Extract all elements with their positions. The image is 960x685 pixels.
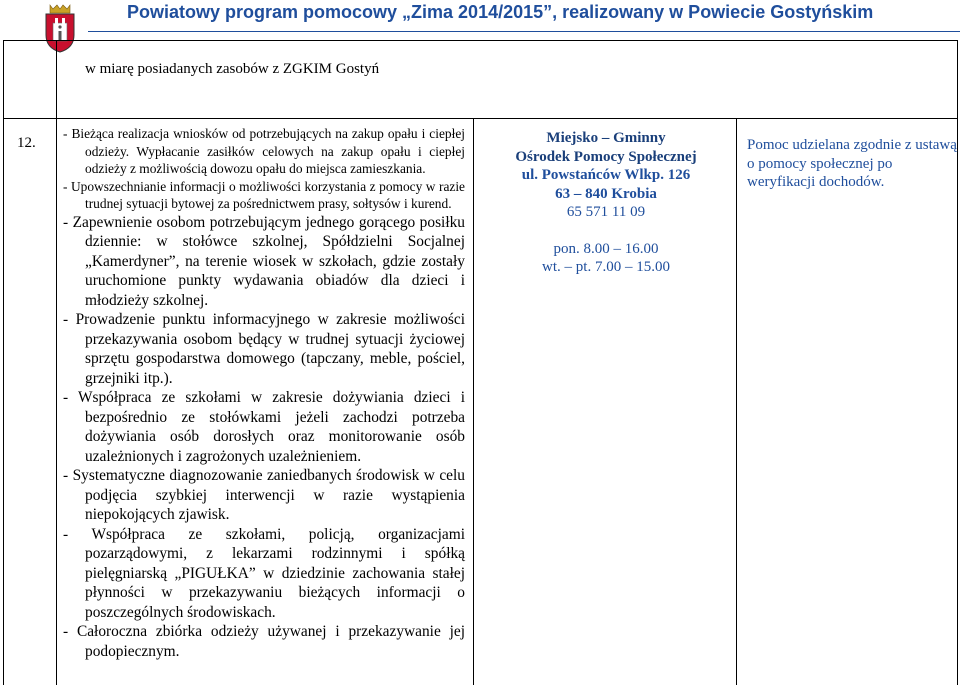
table-divider-3 bbox=[736, 118, 737, 685]
table-divider-2 bbox=[473, 118, 474, 685]
previous-row-text: w miarę posiadanych zasobów z ZGKIM Gostyń bbox=[85, 61, 380, 77]
agency-phone: 65 571 11 09 bbox=[566, 204, 646, 220]
agency-address: 63 – 840 Krobia bbox=[555, 185, 657, 202]
agency-hours: pon. 8.00 – 16.00 bbox=[553, 240, 659, 257]
description-item: - Systematyczne diagnozowanie zaniedbanych środowisk w celu podjęcia szybkiej interwencji w razie wystąpienia niepokojących zjawisk. bbox=[63, 467, 465, 523]
row-notes: Pomoc udzielana zgodnie z ustawą o pomocy społecznej po weryfikacji dochodów. bbox=[747, 137, 957, 190]
description-item: - Bieżąca realizacja wniosków od potrzebujących na zakup opału i ciepłej odzieży. Wypłacanie zasiłków celowych na zakup opału i ciepłej odzieży z możliwością dowozu opału do miejsca zamieszkania. bbox=[63, 126, 465, 176]
description-item: - Prowadzenie punktu informacyjnego w zakresie możliwości przekazywania osobom będący w trudnej sytuacji życiowej sprzętu gospodarstwa domowego (tapczany, meble, pościel, grzejniki itp.). bbox=[63, 311, 465, 387]
description-item: - Współpraca ze szkołami, policją, organizacjami pozarządowymi, z lekarzami rodzinnymi i spółką pielęgniarską „PIGUŁKA” w dziedzinie zachowania stałej płynności w przekazywaniu bieżących informacji o poszczególnych środowiskach. bbox=[63, 525, 465, 621]
row-number: 12. bbox=[17, 135, 36, 151]
description-item: - Całoroczna zbiórka odzieży używanej i przekazywanie jej podopiecznym. bbox=[63, 623, 465, 660]
table-divider-1 bbox=[56, 40, 57, 685]
row-description bbox=[63, 125, 465, 661]
agency-hours: wt. – pt. 7.00 – 15.00 bbox=[542, 259, 670, 275]
header-divider bbox=[88, 31, 960, 32]
agency-contact bbox=[488, 129, 724, 277]
agency-name: Miejsko – Gminny bbox=[546, 130, 666, 146]
agency-address: ul. Powstańców Wlkp. 126 bbox=[521, 167, 691, 183]
table-left-border bbox=[3, 40, 4, 685]
page-header bbox=[0, 0, 960, 56]
table-row-separator bbox=[3, 118, 958, 119]
table-row-top-border bbox=[3, 40, 958, 41]
description-item: - Upowszechnianie informacji o możliwości korzystania z pomocy w razie trudnej sytuacji bytowej za pośrednictwem prasy, sołtysów i kurend. bbox=[63, 178, 465, 211]
page-title: Powiatowy program pomocowy „Zima 2014/2015”, realizowany w Powiecie Gostyńskim bbox=[127, 2, 874, 22]
table-right-border bbox=[957, 40, 958, 685]
description-item: - Współpraca ze szkołami w zakresie dożywiania dzieci i bezpośrednio ze stołówkami jeżeli zachodzi potrzeba dożywiania osób dorosłych oraz monitorowanie osób uzależnionych i zagrożonych uzależnieniem. bbox=[63, 389, 465, 465]
description-item: - Zapewnienie osobom potrzebującym jednego gorącego posiłku dziennie: w stołówce szkolnej, Spółdzielni Socjalnej „Kamerdyner”, na terenie wiosek w szkołach, gdzie zostały uruchomione punkty wydawania obiadów dla dzieci i młodzieży szkolnej. bbox=[63, 213, 465, 309]
agency-name: Ośrodek Pomocy Społecznej bbox=[515, 148, 697, 165]
coat-of-arms-icon bbox=[44, 3, 76, 53]
